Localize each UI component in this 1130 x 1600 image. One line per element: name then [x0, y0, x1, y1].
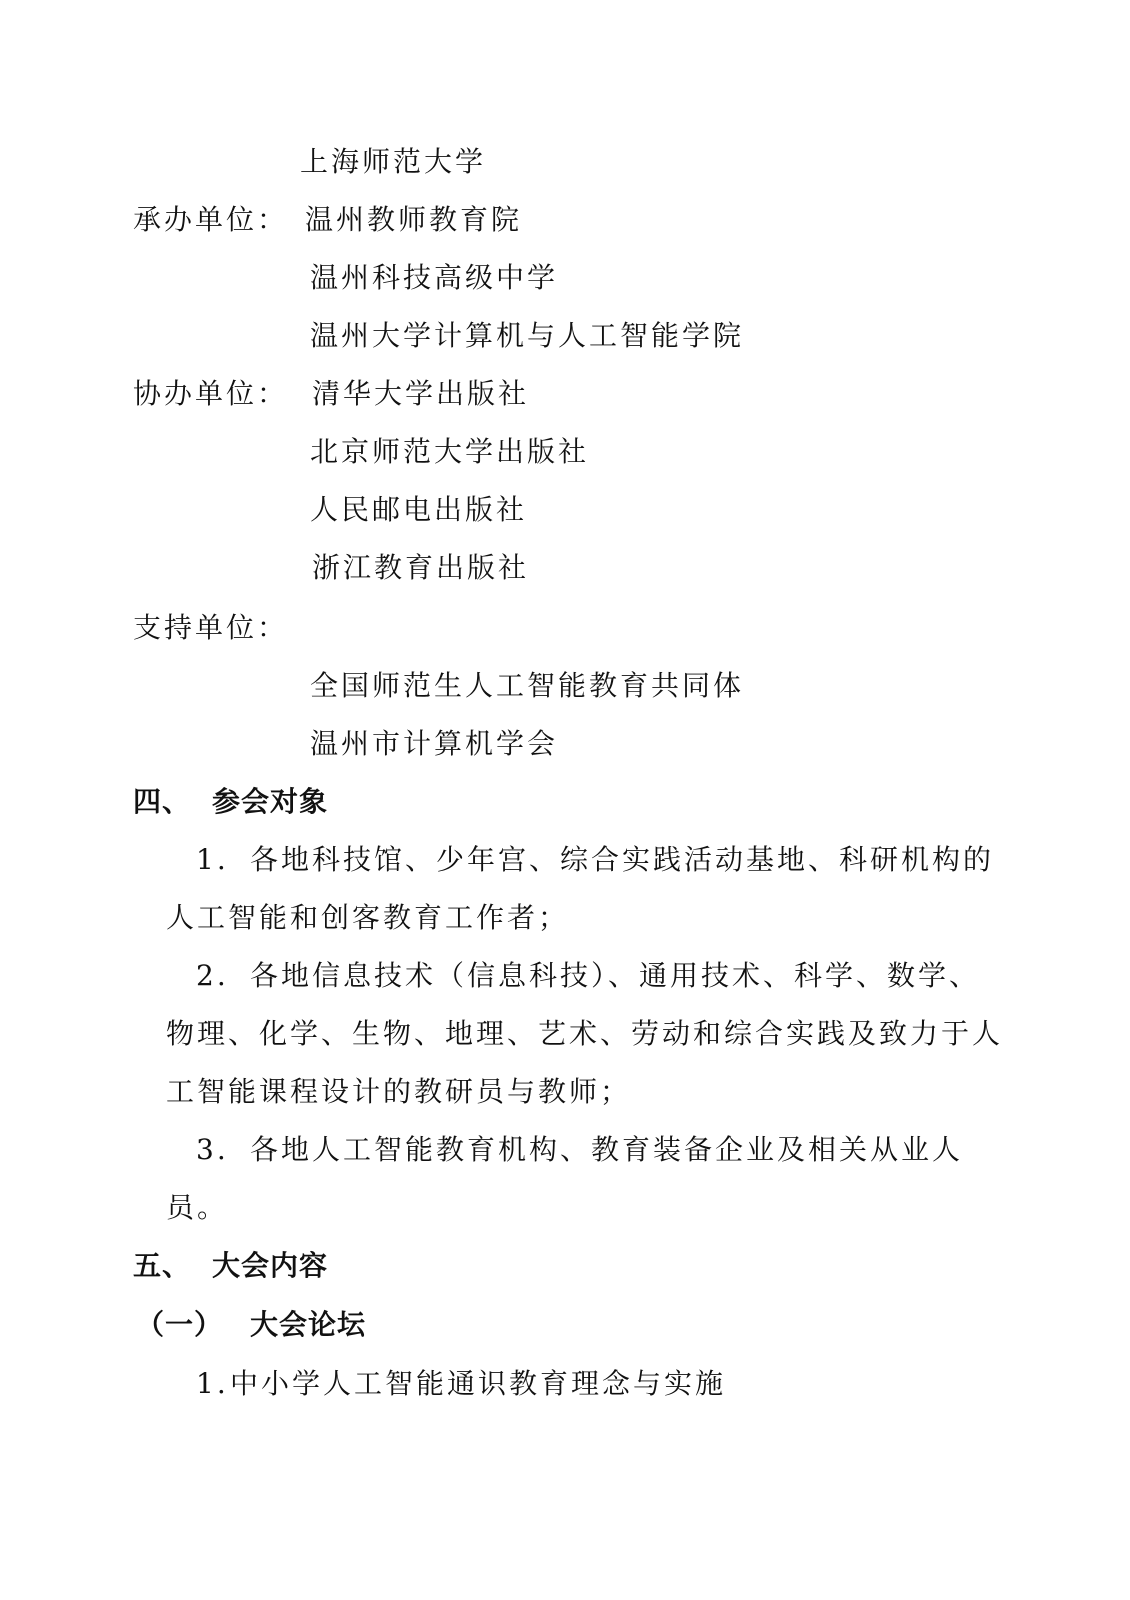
section-5-title: 大会内容	[212, 1249, 329, 1282]
co-organizer-item: 清华大学出版社	[312, 377, 530, 410]
forum-topic-text: 中小学人工智能通识教育理念与实施	[230, 1367, 727, 1400]
co-organizers-label: 协办单位：	[133, 377, 289, 410]
host-unit-item: 温州科技高级中学	[310, 261, 559, 294]
co-organizer-item: 北京师范大学出版社	[310, 435, 590, 468]
attendee-item-line: 各地信息技术（信息科技）、通用技术、科学、数学、	[250, 959, 981, 992]
attendee-item-line: 物理、化学、生物、地理、艺术、劳动和综合实践及致力于人	[166, 1017, 1004, 1050]
attendee-item-line: 各地科技馆、少年宫、综合实践活动基地、科研机构的	[250, 843, 995, 876]
attendee-item-number: 2.	[196, 959, 229, 992]
host-unit-item: 温州教师教育院	[305, 203, 523, 236]
sponsor-item: 上海师范大学	[300, 145, 487, 178]
co-organizer-item: 浙江教育出版社	[312, 551, 530, 584]
attendee-item-line: 员。	[166, 1191, 229, 1224]
supporter-item: 温州市计算机学会	[310, 727, 559, 760]
host-unit-item: 温州大学计算机与人工智能学院	[310, 319, 745, 352]
supporter-item: 全国师范生人工智能教育共同体	[310, 669, 745, 702]
section-4-number: 四、	[133, 785, 192, 818]
attendee-item-number: 3.	[196, 1133, 229, 1166]
host-units-label: 承办单位：	[133, 203, 289, 236]
attendee-item-line: 工智能课程设计的教研员与教师；	[166, 1075, 632, 1108]
supporters-label: 支持单位：	[133, 611, 289, 644]
forum-topic-number: 1.	[196, 1367, 229, 1400]
attendee-item-line: 人工智能和创客教育工作者；	[166, 901, 570, 934]
co-organizer-item: 人民邮电出版社	[310, 493, 528, 526]
subsection-1-number: （一）	[136, 1308, 224, 1341]
section-5-number: 五、	[133, 1249, 192, 1282]
subsection-1-title: 大会论坛	[250, 1308, 367, 1341]
attendee-item-line: 各地人工智能教育机构、教育装备企业及相关从业人	[250, 1133, 964, 1166]
section-4-title: 参会对象	[212, 785, 329, 818]
attendee-item-number: 1.	[196, 843, 229, 876]
